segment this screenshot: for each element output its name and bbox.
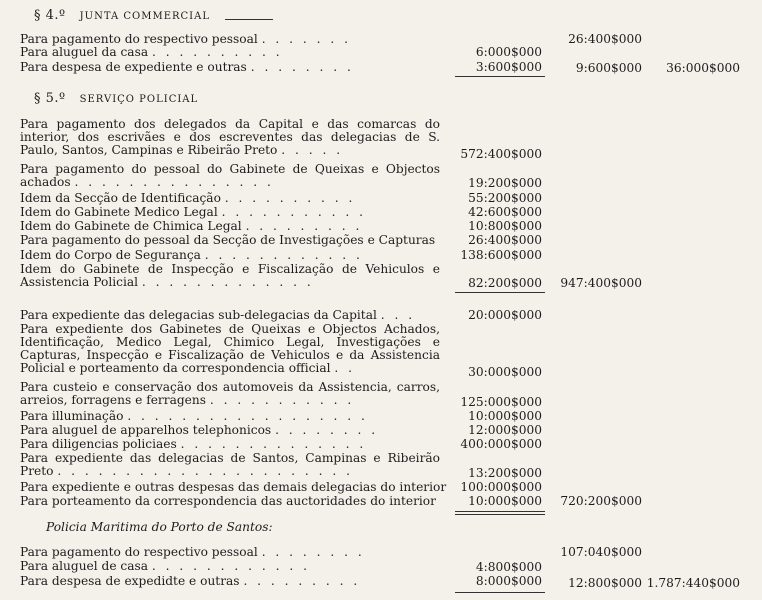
sec5-row-10-label: Para expediente dos Gabinetes de Queixas e Objectos Achados, Identificação, Medico Legal, Chimico Legal, Investigações e Capturas, Inspecção e Fiscalização de Vehiculos e da Assistencia Policial e porteamento da correspondencia official . .	[20, 322, 440, 375]
bleed-through-area	[450, 90, 762, 600]
sec5-subtotal-2: 720:200$000	[560, 494, 642, 508]
sec5-row-1-amount: 572:400$000	[460, 147, 542, 161]
sec4-row-3-subtotal: 9:600$000	[575, 61, 642, 75]
header-rule	[225, 19, 273, 20]
sec5-row-10-amount: 30:000$000	[468, 365, 542, 379]
sec5-row-3-label: Idem da Secção de Identificação . . . . . . . . . .	[20, 191, 356, 205]
sec5-row-16-amount: 100:000$000	[460, 480, 542, 494]
maritima-row-3-amount: 8:000$000	[475, 574, 542, 588]
sec4-row-3-amount: 3:600$000	[475, 60, 542, 74]
sec5-sum-rule-2b	[455, 514, 545, 515]
sec4-row-1-label: Para pagamento do respectivo pessoal . . . . . . .	[20, 32, 352, 46]
sec5-row-12-label: Para illuminação . . . . . . . . . . . . . . . . . .	[20, 409, 368, 423]
sec5-row-12-amount: 10:000$000	[468, 409, 542, 423]
sec5-row-9-label: Para expediente das delegacias sub-delegacias da Capital . . .	[20, 308, 416, 322]
section-4-header	[34, 8, 210, 23]
sec5-row-4-label: Idem do Gabinete Medico Legal . . . . . . . . . . .	[20, 205, 366, 219]
sec5-row-8-label: Idem do Gabinete de Inspecção e Fiscalização de Vehiculos e Assistencia Policial . . . . . . . . . . . . .	[20, 262, 440, 289]
sec5-row-15-label: Para expediente das delegacias de Santos, Campinas e Ribeirão Preto . . . . . . . . . . . . . . . . . . . . . .	[20, 451, 440, 478]
sec5-row-4-amount: 42:600$000	[468, 205, 542, 219]
maritima-title: Policia Maritima do Porto de Santos:	[46, 520, 273, 534]
sec5-row-7-amount: 138:600$000	[460, 248, 542, 262]
sec5-row-1-label: Para pagamento dos delegados da Capital e das comarcas do interior, dos escrivães e dos escreventes das delegacias de S. Paulo, Santos, Campinas e Ribeirão Preto . . . . .	[20, 117, 440, 157]
sec5-row-5-label: Idem do Gabinete de Chimica Legal . . . . . . . . .	[20, 219, 363, 233]
sec4-row-2-label: Para aluguel da casa . . . . . . . . . .	[20, 45, 283, 59]
maritima-row-1-label: Para pagamento do respectivo pessoal . . . . . . . .	[20, 545, 365, 559]
sec5-row-11-label: Para custeio e conservação dos automoveis da Assistencia, carros, arreios, forragens e ferragens . . . . . . . . . . .	[20, 380, 440, 407]
section-4-number: § 4.º	[34, 8, 66, 23]
maritima-sum-rule	[455, 592, 545, 593]
sec5-row-11-amount: 125:000$000	[460, 395, 542, 409]
sec5-row-6-label: Para pagamento do pessoal da Secção de Investigações e Capturas	[20, 233, 436, 247]
section-4-title: JUNTA COMMERCIAL	[79, 11, 210, 22]
section-5-title: SERVIÇO POLICIAL	[79, 94, 199, 105]
sec4-sum-rule	[455, 76, 545, 77]
maritima-row-2-label: Para aluguel de casa . . . . . . . . . . . .	[20, 559, 311, 573]
sec4-row-2-amount: 6:000$000	[475, 45, 542, 59]
maritima-row-3-grandtotal: 1.787:440$000	[646, 576, 740, 590]
sec5-row-2-amount: 19:200$000	[468, 176, 542, 190]
sec5-sum-rule-1	[455, 292, 545, 293]
maritima-row-2-amount: 4:800$000	[475, 560, 542, 574]
sec5-row-5-amount: 10:800$000	[468, 219, 542, 233]
sec5-row-13-label: Para aluguel de apparelhos telephonicos . . . . . . . .	[20, 423, 379, 437]
maritima-row-1-total: 107:040$000	[560, 545, 642, 559]
sec5-row-7-label: Idem do Corpo de Segurança . . . . . . . . . . . .	[20, 248, 363, 262]
sec4-row-3-grandtotal: 36:000$000	[666, 61, 740, 75]
sec5-sum-rule-2	[455, 511, 545, 512]
sec4-row-3-label: Para despesa de expediente e outras . . . . . . . .	[20, 60, 354, 74]
maritima-row-3-label: Para despesa de expedidte e outras . . . . . . . . .	[20, 574, 361, 588]
sec5-row-2-label: Para pagamento do pessoal do Gabinete de Queixas e Objectos achados . . . . . . . . . . . . . . .	[20, 162, 440, 189]
sec5-row-17-label: Para porteamento da correspondencia das auctoridades do interior	[20, 494, 436, 508]
section-5-header	[34, 91, 198, 106]
sec5-row-6-amount: 26:400$000	[468, 233, 542, 247]
sec4-row-1-total: 26:400$000	[568, 32, 642, 46]
section-5-number: § 5.º	[34, 91, 66, 106]
sec5-subtotal-1: 947:400$000	[560, 276, 642, 290]
sec5-row-15-amount: 13:200$000	[468, 466, 542, 480]
sec5-row-3-amount: 55:200$000	[468, 191, 542, 205]
sec5-row-14-label: Para diligencias policiaes . . . . . . . . . . . . . .	[20, 437, 367, 451]
sec5-row-14-amount: 400:000$000	[460, 437, 542, 451]
sec5-row-8-amount: 82:200$000	[468, 276, 542, 290]
maritima-row-3-subtotal: 12:800$000	[568, 576, 642, 590]
sec5-row-13-amount: 12:000$000	[468, 423, 542, 437]
sec5-row-17-amount: 10:000$000	[468, 494, 542, 508]
sec5-row-16-label: Para expediente e outras despesas das demais delegacias do interior	[20, 480, 447, 494]
sec5-row-9-amount: 20:000$000	[468, 308, 542, 322]
